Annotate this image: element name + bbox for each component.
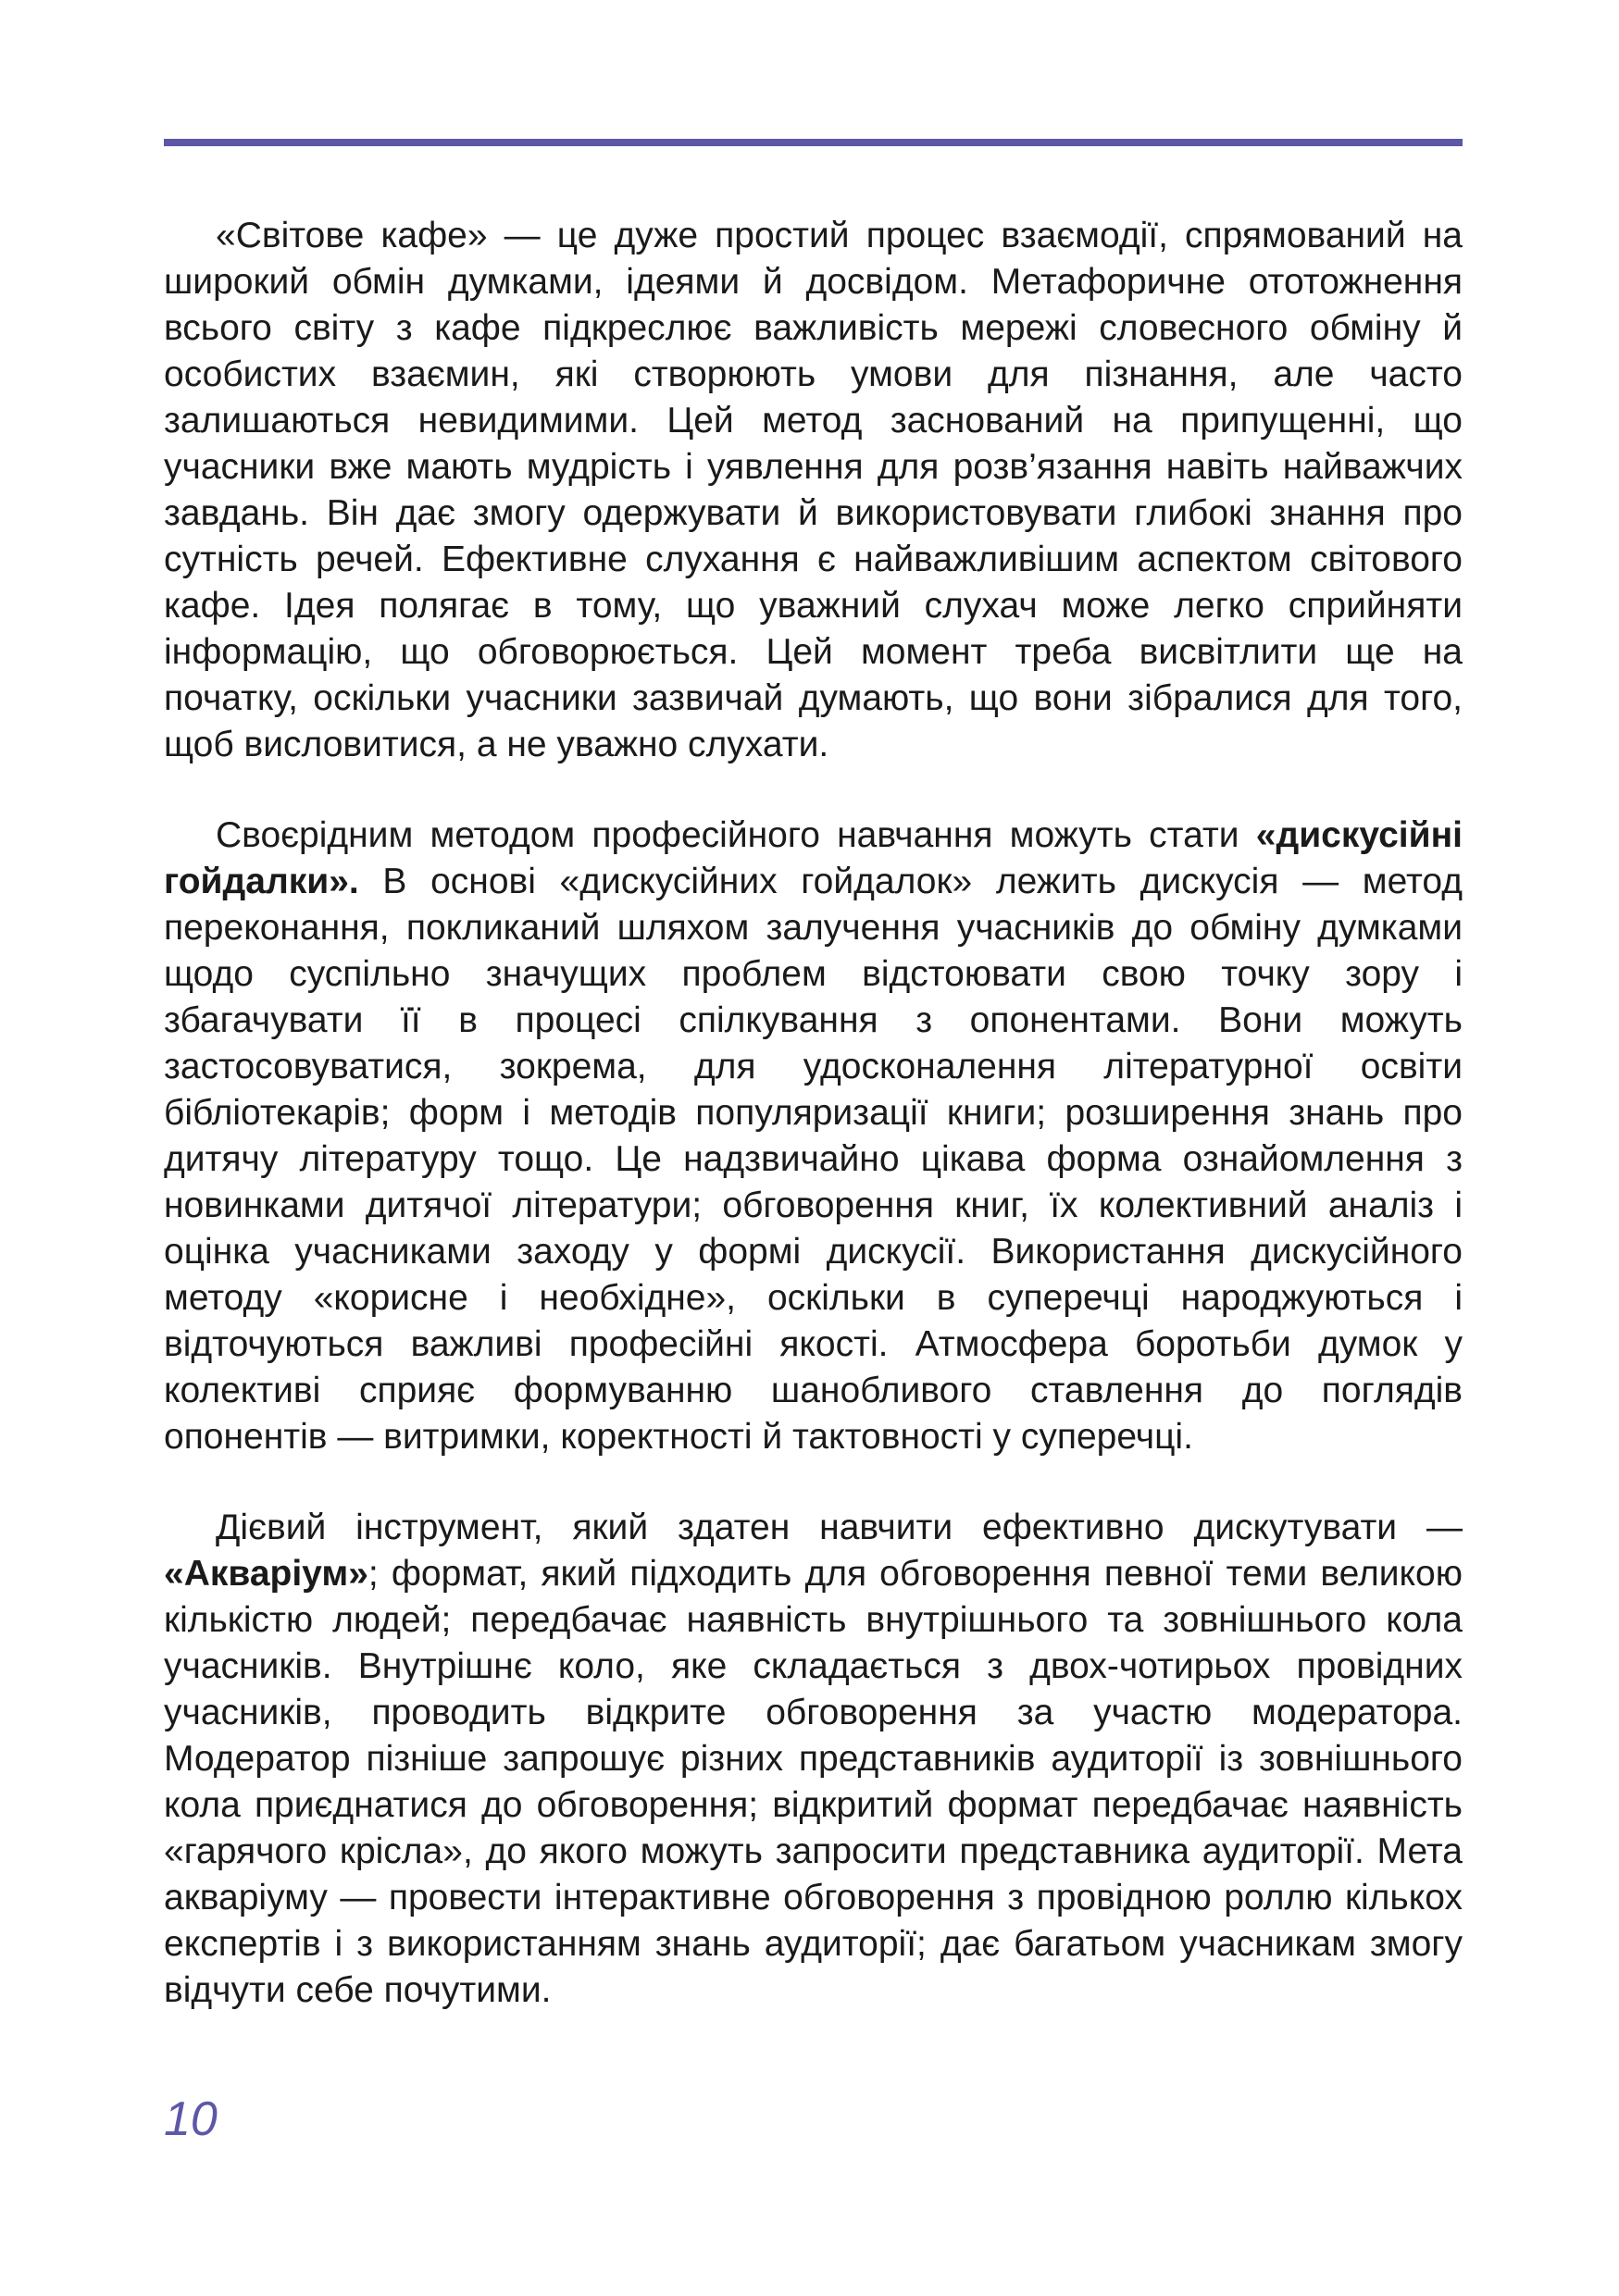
header-rule bbox=[164, 139, 1463, 146]
bold-term: «Акваріум» bbox=[164, 1554, 368, 1594]
paragraph-aquarium bbox=[164, 1505, 1463, 2014]
page-number: 10 bbox=[164, 2092, 218, 2146]
paragraph-text-after: В основі «дискусійних гойдалок» лежить дискусія — метод переконання, покликаний шляхом залучення учасників до обміну думками щодо суспільно значущих проблем відстоювати свою точку зору і збагачувати її в процесі спілкування з опонентами. Вони можуть застосовуватися, зокрема, для удосконалення літературної освіти бібліотекарів; форм і методів популяризації книги; розширення знань про дитячу літературу тощо. Це надзвичайно цікава форма ознайомлення з новинками дитячої літератури; обговорення книг, їх колективний аналіз і оцінка учасниками заходу у формі дискусії. Використання дискусійного методу «корисне і необхідне», оскільки в суперечці народжуються і відточуються важливі професійні якості. Атмосфера боротьби думок у колективі сприяє формуванню шанобливого ставлення до поглядів опонентів — витримки, коректності й тактовності у суперечці. bbox=[164, 862, 1463, 1457]
paragraph-text-after: ; формат, який підходить для обговорення певної теми великою кількістю людей; передбачає наявність внутрішнього та зовнішнього кола учасників. Внутрішнє коло, яке складається з двох-чотирьох провідних учасників, проводить відкрите обговорення за участю модератора. Модератор пізніше запрошує різних представників аудиторії із зовнішнього кола приєднатися до обговорення; відкритий формат передбачає наявність «гарячого крісла», до якого можуть запросити представника аудиторії. Мета акваріуму — провести інтерактивне обговорення з провідною роллю кількох експертів і з використанням знань аудиторії; дає багатьом учасникам змогу відчути себе почутими. bbox=[164, 1554, 1463, 2010]
page-body bbox=[164, 213, 1463, 2014]
paragraph-text-before: Своєрідним методом професійного навчання можуть стати bbox=[216, 815, 1256, 855]
paragraph-text-before: Дієвий інструмент, який здатен навчити ефективно дискутувати — bbox=[216, 1508, 1463, 1547]
paragraph-text: «Світове кафе» — це дуже простий процес взаємодії, спрямований на широкий обмін думками, ідеями й досвідом. Метафоричне ототожнення всього світу з кафе підкреслює важливість мережі словесного обміну й особистих взаємин, які створюють умови для пізнання, але часто залишаються невидимими. Цей метод заснований на припущенні, що учасники вже мають мудрість і уявлення для розв’язання навіть найважчих завдань. Він дає змогу одержувати й використовувати глибокі знання про сутність речей. Ефективне слухання є найважливішим аспектом світового кафе. Ідея полягає в тому, що уважний слухач може легко сприйняти інформацію, що обговорюється. Цей момент треба висвітлити ще на початку, оскільки учасники зазвичай думають, що вони зібралися для того, щоб висловитися, а не уважно слухати. bbox=[164, 216, 1463, 764]
bold-term: «дискусійні гойдалки». bbox=[164, 815, 1463, 901]
paragraph-discussion-swings bbox=[164, 813, 1463, 1460]
paragraph-world-cafe bbox=[164, 213, 1463, 768]
